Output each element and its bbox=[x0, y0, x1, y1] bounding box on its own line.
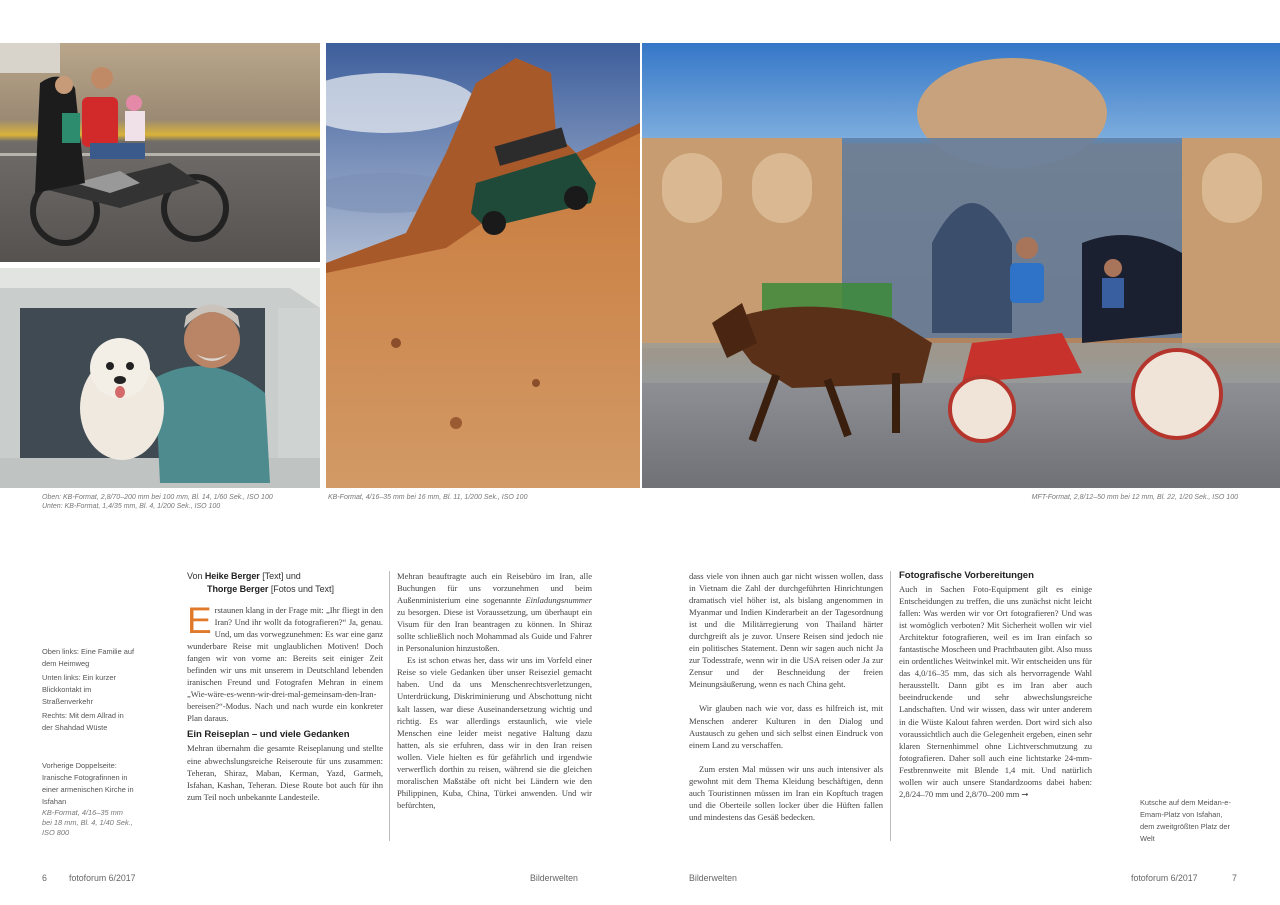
author-name: Thorge Berger bbox=[207, 584, 269, 594]
article-paragraph: Wir glauben nach wie vor, dass es hilfreich ist, mit Menschen anderer Kulturen in den Dialog und Austausch zu gehen und sich selbst einen Eindruck von einem Land zu verschaffen. bbox=[689, 703, 883, 750]
article-paragraph: Es ist schon etwas her, dass wir uns im Vorfeld einer Reise so viele Gedanken über unser Reiseziel gemacht haben. Und da uns Menschenrechtsverletzungen, Unterdrückung, Diskriminierung und Abschottung nicht kalt lassen, war diese Auseinandersetzung wichtig und richtig. Es war allerdings erstaunlich, wie viele Menschen eine leider meist negative Haltung dazu hatten, als sie erfuhren, dass wir in den Iran reisen wollen. Viele hielten es für gefährlich und irgendwie verwerflich dorthin zu reisen, während sie die gleichen moralischen Maßstäbe oft nicht bei Ländern wie den Philippinen, Kuba, China, Türkei anwenden. Und wir befürchten, bbox=[397, 655, 592, 810]
continue-arrow-icon: ➞ bbox=[1021, 789, 1029, 800]
article-paragraph: Auch in Sachen Foto-Equipment gilt es einige Entscheidungen zu treffen, die uns zunächst nicht leicht fallen: Was werden wir vor Ort fotografieren? Und was ist womöglich verboten? Mit Sicherheit wollen wir viel Architektur fotografieren, weil es im Iran einfach so fantastische Moscheen und Prachtbauten gibt. Also muss ein ordentliches Weitwinkel mit. Wir entscheiden uns für das 4,0/16–35 mm, das sich als hervorragende Wahl herausstellt. Dann gibt es im Iran aber auch beeindruckende und sehr abwechslungsreiche Landschaften. Und wir wissen, dass wir unter anderem in die Wüste Kalout fahren werden. Dort wird sich also voraussichtlich auch die Gelegenheit ergeben, einen sehr klaren Sternenhimmel ohne Lichtverschmutzung zu fotografieren. Daher soll auch eine lichtstarke 24-mm-Festbrennweite mit Blende 1,4 mit. Und natürlich wollen wir auch unsere Standardzooms dabei haben: 2,8/24–70 mm und 2,8/70–200 mm ➞ bbox=[899, 584, 1092, 800]
caption-left-line2: Unten: KB-Format, 1,4/35 mm, Bl. 4, 1/200 Sek., ISO 100 bbox=[42, 503, 221, 510]
magazine-issue-left: fotoforum 6/2017 bbox=[69, 873, 136, 883]
article-paragraph: rstaunen klang in der Frage mit: „Ihr fliegt in den Iran? Und ihr wollt da fotografieren?“ Ja, genau. Und, um das vorwegzunehmen: Es war eine ganz wunderbare Reise mit unglaublichen Motiven! Doch fangen wir von vorne an: Bereits seit einiger Zeit befinden wir uns mit unserem in Deutschland lebenden iranischen Freund und Fotografen Mehran in einem „Wie-wäre-es-wenn-wir-drei-mal-gemeinsam-den-Iran-bereisen?“-Modus. Nach und nach wurde ein konkreter Plan daraus. bbox=[187, 605, 383, 724]
caption-left-line1: Oben: KB-Format, 2,8/70–200 mm bei 100 mm, Bl. 14, 1/60 Sek., ISO 100 bbox=[42, 494, 273, 501]
article-paragraph: Mehran beauftragte auch ein Reisebüro im Iran, alle Buchungen für uns vorzunehmen und beim Außenministerium eine sogenannte Einladungsnummer zu besorgen. Diese ist Voraussetzung, um überhaupt ein Visum für den Iran beantragen zu können. In Shiraz sollte schließlich noch Mohammad als Guide und Fahrer in Personalunion hinzustoßen. bbox=[397, 571, 592, 654]
photo-motorbike-family bbox=[0, 43, 320, 262]
byline: Von Heike Berger [Text] und Thorge Berger [Fotos und Text] bbox=[187, 571, 334, 594]
sidebar-left bbox=[42, 646, 134, 838]
article-column-4 bbox=[899, 570, 1092, 801]
column-divider bbox=[389, 571, 390, 841]
sidebar-caption-item: Oben links: Eine Familie auf dem Heimweg bbox=[42, 647, 135, 668]
article-column-2 bbox=[397, 570, 592, 811]
section-name-left: Bilderwelten bbox=[530, 873, 578, 883]
sidebar-prev-tech: KB-Format, 4/16–35 mm bei 18 mm, Bl. 4, 1/40 Sek., ISO 800 bbox=[42, 808, 133, 837]
sidebar-right-caption: Kutsche auf dem Meidan-e-Emam-Platz von Isfahan, dem zweitgrößten Platz der Welt bbox=[1140, 798, 1231, 843]
photo-caption-left bbox=[42, 493, 322, 511]
author-name: Heike Berger bbox=[204, 571, 260, 581]
page-number-left: 6 bbox=[42, 873, 47, 883]
photo-caption-right: MFT-Format, 2,8/12–50 mm bei 12 mm, Bl. 22, 1/20 Sek., ISO 100 bbox=[1031, 494, 1238, 501]
photo-desert-offroad bbox=[326, 43, 640, 488]
column-divider bbox=[890, 571, 891, 841]
section-name-right: Bilderwelten bbox=[689, 873, 737, 883]
article-paragraph: Zum ersten Mal müssen wir uns auch intensiver als gewohnt mit dem Thema Kleidung beschäftigen, denn auch Touristinnen müssen im Iran ein Kopftuch tragen und die Oberteile sollen locker über die Hüften fallen und mindestens das Gesäß bedecken. bbox=[689, 763, 883, 822]
sidebar-caption-item: Unten links: Ein kurzer Blickkontakt im Straßenverkehr bbox=[42, 673, 116, 706]
article-column-3 bbox=[689, 570, 883, 823]
page-number-right: 7 bbox=[1232, 873, 1237, 883]
article-paragraph: Mehran übernahm die gesamte Reiseplanung und stellte eine abwechslungsreiche Reiseroute für uns zusammen: Teheran, Shiraz, Maban, Kerman, Yazd, Garmeh, Isfahan, Kashan, Teheran. Diese Route bot auch für ihn zum Teil noch unbekannte Landesteile. bbox=[187, 743, 383, 802]
sidebar-caption-item: Rechts: Mit dem Allrad in der Shahdad Wüste bbox=[42, 711, 124, 732]
magazine-issue-right: fotoforum 6/2017 bbox=[1131, 873, 1198, 883]
section-heading: Ein Reiseplan – und viele Gedanken bbox=[187, 729, 350, 741]
drop-cap: E bbox=[187, 600, 212, 641]
section-heading: Fotografische Vorbereitungen bbox=[899, 570, 1034, 581]
article-column-1 bbox=[187, 570, 383, 803]
photo-caption-middle: KB-Format, 4/16–35 mm bei 16 mm, Bl. 11, 1/200 Sek., ISO 100 bbox=[328, 494, 528, 501]
photo-man-with-dog bbox=[0, 268, 320, 488]
article-paragraph: dass viele von ihnen auch gar nicht wissen wollen, dass in Vietnam die Zahl der durchgeführten Hinrichtungen dramatisch viel höher ist, als bislang angenommen in Myanmar und Indien Kinderarbeit an der Tagesordnung ist und die Militärregierung von Thailand härter durchgreift als je zuvor. Unsere Reisen sind jedoch nie ein politisches Statement. Denn wir sagen auch nicht Ja zur Todesstrafe, wenn wir in die USA reisen oder Ja zur Zensur und der Beschneidung der freien Meinungsäußerung, wenn es nach China geht. bbox=[689, 571, 883, 690]
photo-horse-carriage bbox=[642, 43, 1280, 488]
sidebar-prev-spread: Vorherige Doppelseite: Iranische Fotografinnen in einer armenischen Kirche in Isfahan bbox=[42, 761, 134, 806]
